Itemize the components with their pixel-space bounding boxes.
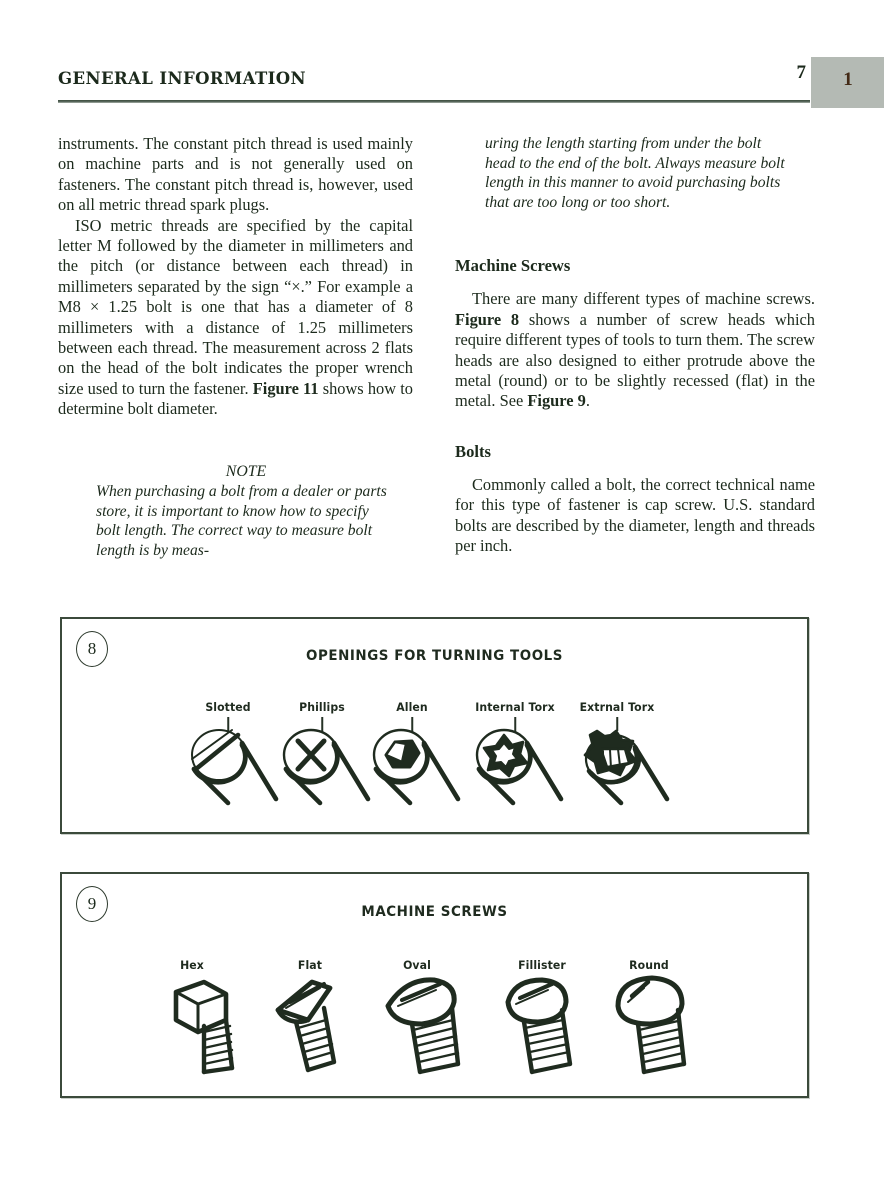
- chapter-tab: [810, 57, 884, 108]
- note-block: [96, 462, 396, 561]
- fillister-head-screw-icon: [508, 980, 570, 1072]
- paragraph-bolts: [455, 475, 815, 557]
- slotted-head-icon: [192, 730, 276, 803]
- figure-8-label-allen: Allen: [396, 700, 428, 714]
- paragraph-machine-screws: [455, 289, 815, 411]
- right-text-column: [455, 134, 815, 556]
- paragraph-instruments: [58, 134, 413, 216]
- figure-9-title: MACHINE SCREWS: [361, 903, 508, 920]
- note-text: When purchasing a bolt from a dealer or parts store, it is important to know how to specify bolt length. The correct way to measure bolt length is by meas-: [96, 483, 387, 560]
- page-number: 7: [796, 62, 806, 83]
- paragraph-iso-metric: [58, 216, 413, 420]
- left-text-column: [58, 134, 413, 561]
- figure-9-reference: Figure 9: [527, 391, 586, 411]
- hex-head-screw-icon: [176, 982, 232, 1072]
- external-torx-head-icon: [585, 731, 667, 803]
- figure-9-number: 9: [76, 886, 108, 922]
- allen-head-icon: [374, 730, 458, 803]
- paragraph-machine-screws-text-b: shows a number of screw heads which require different types of tools to turn them. The screw heads are also designed to either protrude above the metal (round) or to be slightly recessed (flat) in the metal. See: [455, 309, 815, 411]
- oval-head-screw-icon: [388, 980, 458, 1072]
- chapter-tab-number: 1: [843, 69, 853, 90]
- paragraph-bolts-text: Commonly called a bolt, the correct technical name for this type of fastener is cap screw. U.S. standard bolts are described by the diameter, length and threads per inch.: [455, 474, 815, 556]
- figure-8-number: 8: [76, 631, 108, 667]
- figure-9-illustrations: [152, 976, 772, 1076]
- figure-9-label-oval: Oval: [403, 958, 431, 972]
- note-label: NOTE: [225, 462, 267, 480]
- flat-head-screw-icon: [278, 982, 334, 1070]
- figure-8-reference: Figure 8: [455, 309, 520, 329]
- figure-9-box: [60, 872, 809, 1098]
- figure-11-reference: Figure 11: [252, 378, 319, 398]
- paragraph-instruments-text: instruments. The constant pitch thread is used mainly on machine parts and is not generally used on fasteners. The constant pitch thread is, however, used on all metric thread spark plugs.: [58, 134, 413, 215]
- figure-9-label-fillister: Fillister: [518, 958, 566, 972]
- subhead-machine-screws: Machine Screws: [455, 256, 571, 276]
- paragraph-iso-metric-text-a: ISO metric threads are specified by the capital letter M followed by the diameter in millimeters and the pitch (or distance between each thread) in millimeters separated by the sign “×.” For example a M8 × 1.25 bolt is one that has a diameter of 8 millimeters with a distance of 1.25 millimeters between each thread. The measurement across 2 flats on the head of the bolt indicates the proper wrench size used to turn the fastener.: [58, 215, 413, 398]
- paragraph-machine-screws-text-a: There are many different types of machine screws.: [472, 289, 815, 309]
- subhead-bolts: Bolts: [455, 441, 491, 461]
- header-divider: [58, 100, 814, 103]
- note-text-continued: uring the length starting from under the bolt head to the end of the bolt. Always measure bolt length in this manner to avoid purchasing bolts that are too long or too short.: [485, 135, 785, 211]
- figure-8-label-internal-torx: Internal Torx: [475, 700, 555, 714]
- figure-8-box: [60, 617, 809, 834]
- figure-9-label-round: Round: [629, 958, 669, 972]
- page-header: [58, 62, 814, 108]
- page-title: GENERAL INFORMATION: [58, 69, 307, 88]
- phillips-head-icon: [284, 730, 368, 803]
- figure-9-label-flat: Flat: [297, 958, 323, 972]
- paragraph-machine-screws-text-c: .: [585, 391, 590, 411]
- figure-8-label-external-torx: Extrnal Torx: [579, 700, 655, 714]
- internal-torx-head-icon: [477, 730, 561, 803]
- round-head-screw-icon: [618, 978, 684, 1072]
- figure-8-label-phillips: Phillips: [299, 700, 345, 714]
- paragraph-iso-metric-text-b: shows how to determine bolt diameter.: [58, 378, 413, 419]
- figure-8-title: OPENINGS FOR TURNING TOOLS: [306, 647, 563, 664]
- figure-9-label-hex: Hex: [180, 958, 204, 972]
- figure-8-illustrations: [180, 729, 740, 819]
- figure-8-label-slotted: Slotted: [205, 700, 251, 714]
